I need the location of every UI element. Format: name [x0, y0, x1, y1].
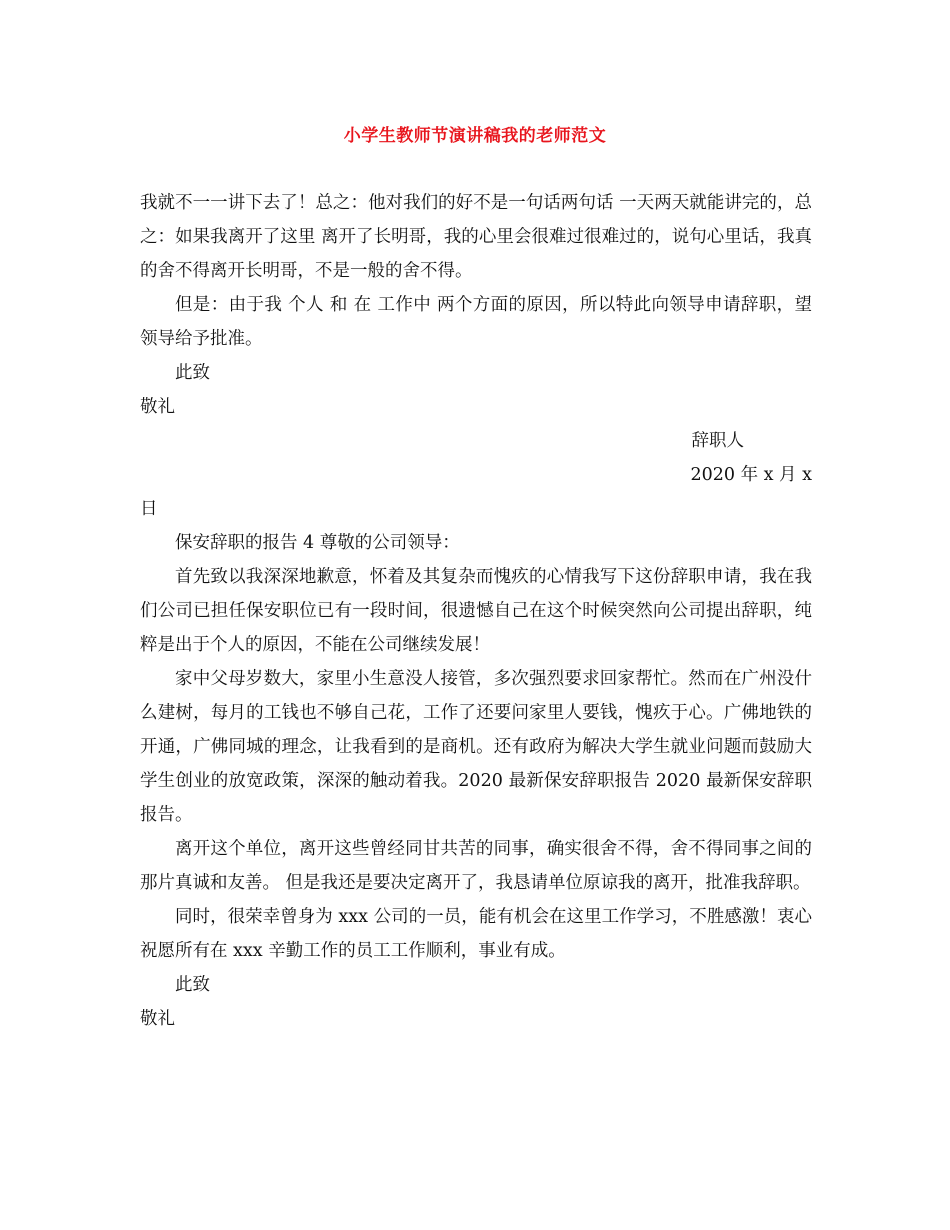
paragraph: 保安辞职的报告 4 尊敬的公司领导：: [175, 533, 460, 553]
signature-date-day: 日: [140, 499, 158, 519]
closing-regards: 敬礼: [140, 1009, 175, 1029]
signature-date: 2020 年 x 月 x: [690, 465, 812, 485]
paragraph: 首先致以我深深地歉意，怀着及其复杂而愧疚的心情我写下这份辞职申请，我在我们公司已担任保安职位已有一段时间，很遗憾自己在这个时候突然向公司提出辞职，纯粹是出于个人的原因，不能在公司继续发展！: [140, 567, 812, 655]
paragraph: 我就不一一讲下去了！总之：他对我们的好不是一句话两句话 一天两天就能讲完的，总之：如果我离开了这里 离开了长明哥，我的心里会很难过很难过的，说句心里话，我真的舍不得离开长明哥，不是一般的舍不得。: [140, 193, 812, 281]
closing-salutation: 此致: [175, 363, 210, 383]
paragraph: 家中父母岁数大，家里小生意没人接管，多次强烈要求回家帮忙。然而在广州没什么建树，每月的工钱也不够自己花，工作了还要问家里人要钱，愧疚于心。广佛地铁的开通，广佛同城的理念，让我看到的是商机。还有政府为解决大学生就业问题而鼓励大学生创业的放宽政策，深深的触动着我。2020 最新保安辞职报告 2020 最新保安辞职报告。: [140, 669, 812, 825]
document-body: [140, 186, 812, 1036]
document-title: 小学生教师节演讲稿我的老师范文: [343, 126, 607, 146]
signature-label: 辞职人: [691, 431, 744, 451]
paragraph: 同时，很荣幸曾身为 xxx 公司的一员，能有机会在这里工作学习，不胜感激！衷心祝愿所有在 xxx 辛勤工作的员工工作顺利，事业有成。: [140, 907, 812, 961]
paragraph: 但是：由于我 个人 和 在 工作中 两个方面的原因，所以特此向领导申请辞职，望领导给予批准。: [140, 295, 812, 349]
closing-regards: 敬礼: [140, 397, 175, 417]
closing-salutation: 此致: [175, 975, 210, 995]
paragraph: 离开这个单位，离开这些曾经同甘共苦的同事，确实很舍不得，舍不得同事之间的那片真诚和友善。 但是我还是要决定离开了，我恳请单位原谅我的离开，批准我辞职。: [140, 839, 812, 893]
